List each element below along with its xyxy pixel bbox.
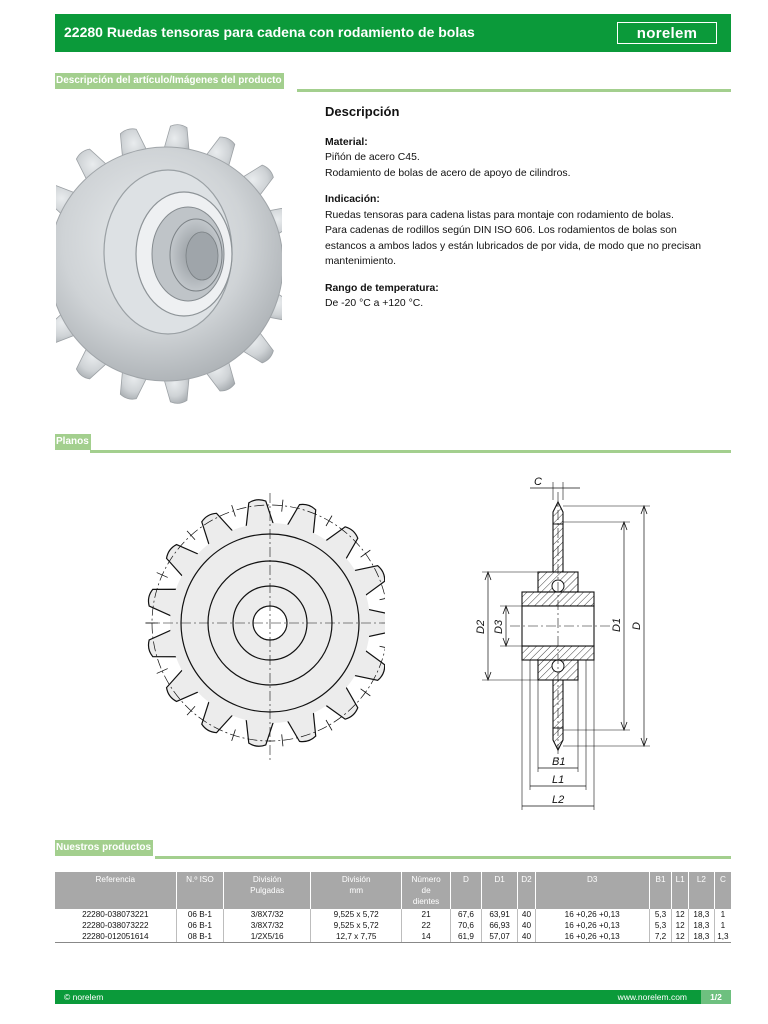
- table-row: [55, 909, 731, 920]
- page-number: 1/2: [701, 990, 731, 1004]
- footer-url-link[interactable]: www.norelem.com: [617, 992, 687, 1002]
- table-cell: 22: [402, 920, 451, 931]
- section-divider: [155, 856, 731, 859]
- section-description-images: Descripción del artículo/Imágenes del producto: [55, 73, 284, 89]
- table-cell: 40: [518, 909, 536, 920]
- col-header: D: [450, 872, 481, 909]
- table-cell: 16 +0,26 +0,13: [535, 931, 649, 943]
- description-block: [325, 104, 725, 323]
- col-header: D3: [535, 872, 649, 909]
- norelem-logo: [617, 22, 717, 44]
- table-cell: 1,3: [714, 931, 731, 943]
- pitch-tick: [157, 573, 168, 578]
- pitch-tick: [326, 516, 332, 526]
- indication-line: Ruedas tensoras para cadena listas para montaje con rodamiento de bolas.: [325, 209, 674, 221]
- table-cell: 66,93: [481, 920, 517, 931]
- temperature-label: Rango de temperatura:: [325, 282, 439, 294]
- dim-label-d1: D1: [611, 617, 623, 632]
- table-cell: 1: [720, 921, 726, 930]
- indication-line: Para cadenas de rodillos según DIN ISO 606. Los rodamientos de bolas son: [325, 225, 677, 236]
- dim-label-b1: B1: [552, 756, 566, 768]
- pitch-tick: [361, 550, 371, 557]
- table-cell: 9,525 x 5,72: [311, 909, 402, 920]
- material-line: Rodamiento de bolas de acero de apoyo de cilindros.: [325, 167, 571, 179]
- section-products: Nuestros productos: [55, 840, 153, 856]
- table-cell: 5,3: [649, 920, 672, 931]
- dim-label-l1: L1: [552, 774, 565, 786]
- footer-copyright: © norelem: [64, 992, 104, 1002]
- col-header: D1: [481, 872, 517, 909]
- col-header: División Pulgadas: [224, 872, 311, 909]
- col-header: L1: [672, 872, 689, 909]
- table-cell: 7,2: [649, 931, 672, 943]
- table-cell: 40: [518, 920, 536, 931]
- col-header: C: [714, 872, 731, 909]
- products-table: [55, 872, 731, 943]
- table-cell: 57,07: [481, 931, 517, 943]
- side-section-drawing: [470, 472, 670, 822]
- table-cell: 3/8X7/32: [224, 909, 311, 920]
- table-cell: 16 +0,26 +0,13: [535, 909, 649, 920]
- table-row: [55, 931, 731, 943]
- section-drawings: Planos: [55, 434, 91, 450]
- dim-label-l2: L2: [552, 794, 565, 806]
- dim-label-c: C: [534, 476, 542, 488]
- table-cell: 40: [518, 931, 536, 943]
- material-block: [325, 135, 725, 182]
- pitch-tick: [187, 706, 195, 715]
- indication-label: Indicación:: [325, 194, 380, 205]
- table-cell: 12,7 x 7,75: [311, 931, 402, 943]
- col-header: B1: [649, 872, 672, 909]
- pitch-tick: [187, 531, 195, 540]
- pitch-tick: [380, 646, 385, 648]
- front-view-drawing: [145, 493, 385, 763]
- pitch-tick: [326, 720, 332, 730]
- table-cell: 3/8X7/32: [224, 920, 311, 931]
- section-divider: [90, 450, 731, 453]
- temperature-block: [325, 281, 725, 312]
- table-cell: 67,6: [450, 909, 481, 920]
- temperature-value: De -20 °C a +120 °C.: [325, 298, 424, 309]
- table-cell: 18,3: [688, 920, 714, 931]
- table-cell: 12: [672, 909, 689, 920]
- table-cell: 12: [672, 931, 689, 943]
- table-cell: 22280-038073221: [55, 909, 176, 920]
- title-bar: [55, 14, 731, 52]
- table-cell: 18,3: [688, 931, 714, 943]
- pitch-tick: [361, 689, 371, 696]
- table-cell: 1/2X5/16: [224, 931, 311, 943]
- table-cell: 1: [720, 910, 726, 919]
- description-heading: Descripción: [325, 104, 400, 119]
- col-header: División mm: [311, 872, 402, 909]
- table-cell: 70,6: [450, 920, 481, 931]
- footer: [55, 990, 731, 1004]
- table-cell: 08 B-1: [176, 931, 224, 943]
- table-cell: 63,91: [481, 909, 517, 920]
- indication-line: estancos a ambos lados y están lubricados de por vida, de modo que no precisan: [325, 240, 702, 252]
- table-cell: 61,9: [450, 931, 481, 943]
- col-header: L2: [688, 872, 714, 909]
- page-title: 22280 Ruedas tensoras para cadena con rodamiento de bolas: [64, 24, 475, 40]
- table-cell: 12: [672, 920, 689, 931]
- product-image: [56, 104, 282, 422]
- indication-block: [325, 192, 725, 270]
- col-header: N.º ISO: [176, 872, 224, 909]
- table-cell: 22280-012051614: [55, 931, 176, 943]
- dim-label-d3: D3: [493, 619, 505, 634]
- section-divider: [297, 89, 731, 92]
- indication-line: mantenimiento.: [325, 256, 397, 267]
- col-header: Número de dientes: [402, 872, 451, 909]
- dim-label-d: D: [631, 622, 643, 630]
- table-cell: 9,525 x 5,72: [311, 920, 402, 931]
- table-cell: 21: [402, 909, 451, 920]
- table-cell: 06 B-1: [176, 909, 224, 920]
- pitch-tick: [157, 669, 168, 674]
- dim-label-d2: D2: [475, 619, 487, 634]
- table-cell: 14: [402, 931, 451, 943]
- table-cell: 5,3: [649, 909, 672, 920]
- table-cell: 18,3: [688, 909, 714, 920]
- table-cell: 16 +0,26 +0,13: [535, 920, 649, 931]
- pitch-tick: [232, 730, 236, 741]
- col-header: D2: [518, 872, 536, 909]
- table-row: [55, 920, 731, 931]
- material-line: Piñón de acero C45.: [325, 152, 420, 163]
- pitch-tick: [380, 597, 385, 599]
- pitch-tick: [282, 734, 283, 746]
- col-header: Referencia: [55, 872, 176, 909]
- logo-text: norelem: [636, 24, 698, 42]
- table-cell: 06 B-1: [176, 920, 224, 931]
- material-label: Material:: [325, 136, 368, 148]
- table-cell: 22280-038073222: [55, 920, 176, 931]
- pitch-tick: [232, 505, 236, 516]
- table-header-row: [55, 872, 731, 909]
